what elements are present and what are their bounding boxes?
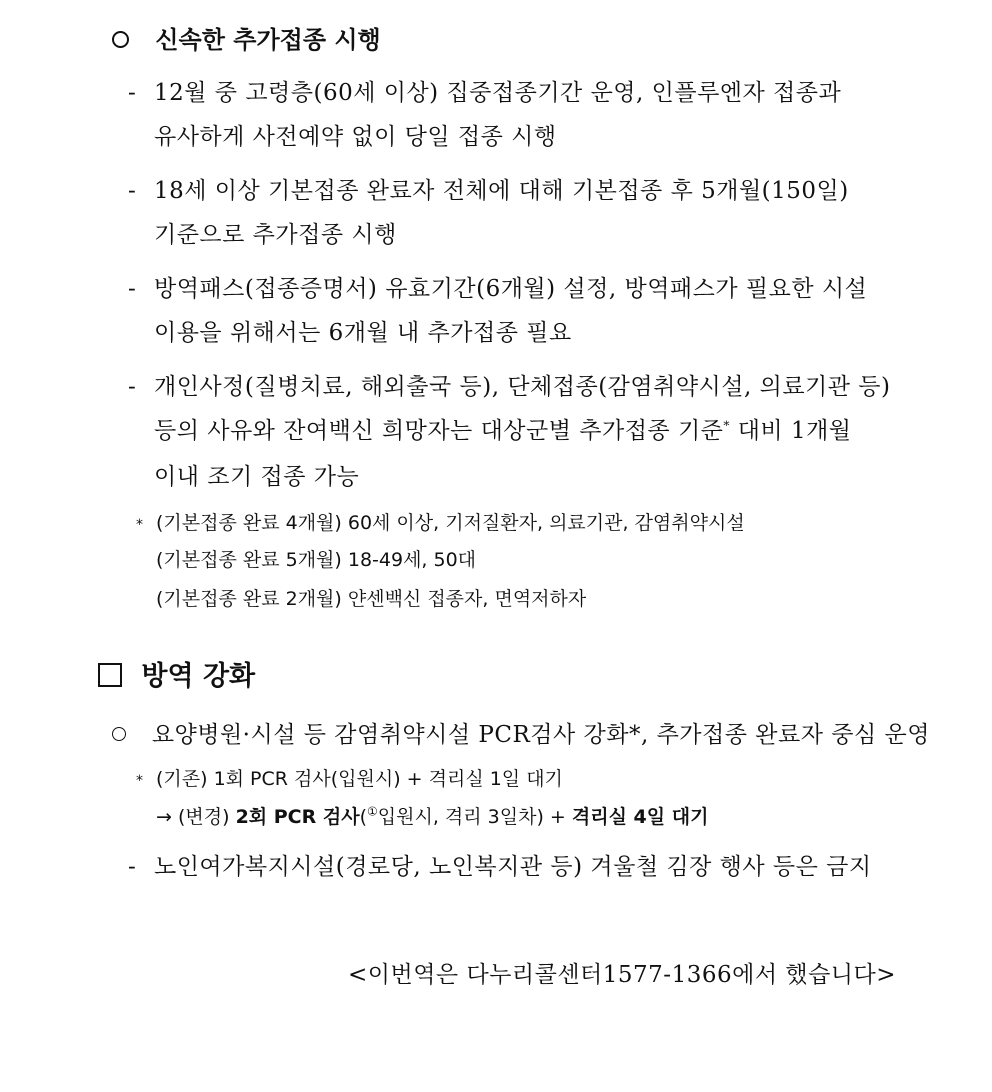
circle-bullet-icon [112, 727, 126, 741]
bullet-4-line-1: - 개인사정(질병치료, 해외출국 등), 단체접종(감염취약시설, 의료기관 등) [128, 374, 891, 400]
bullet-2-line-1: - 18세 이상 기본접종 완료자 전체에 대해 기본접종 후 5개월(150일) [128, 178, 849, 204]
note-3: (기본접종 완료 2개월) 얀센백신 접종자, 면역저하자 [156, 588, 587, 610]
closing-text: <이번역은 다누리콜센터1577-1366에서 했습니다> [348, 962, 896, 988]
section1-heading [112, 20, 381, 55]
section2-sub-heading: 요양병원·시설 등 감염취약시설 PCR검사 강화*, 추가접종 완료자 중심 운영 [112, 716, 930, 749]
arrow-icon: → [156, 806, 172, 828]
section1-heading-text: 신속한 추가접종 시행 [155, 25, 381, 54]
bullet-3-line-1: - 방역패스(접종증명서) 유효기간(6개월) 설정, 방역패스가 필요한 시설 [128, 276, 868, 302]
bullet-3-line-2: 이용을 위해서는 6개월 내 추가접종 필요 [154, 320, 572, 346]
footnote-mark: * [723, 418, 730, 433]
circle-bullet-icon [112, 31, 129, 48]
note-1: * (기본접종 완료 4개월) 60세 이상, 기저질환자, 의료기관, 감염취약시설 [136, 512, 745, 534]
section2-bullet: - 노인여가복지시설(경로당, 노인복지관 등) 겨울철 김장 행사 등은 금지 [128, 854, 872, 880]
note-after: → (변경) 2회 PCR 검사(①입원시, 격리 3일차) + 격리실 4일 대기 [156, 804, 709, 828]
bullet-2-line-2: 기준으로 추가접종 시행 [154, 222, 397, 248]
square-bullet-icon [98, 663, 122, 687]
section2-heading [98, 654, 255, 693]
bullet-1-line-1: - 12월 중 고령층(60세 이상) 집중접종기간 운영, 인플루엔자 접종과 [128, 80, 842, 106]
bullet-1-line-2: 유사하게 사전예약 없이 당일 접종 시행 [154, 124, 557, 150]
section2-heading-text: 방역 강화 [141, 661, 256, 692]
note-2: (기본접종 완료 5개월) 18-49세, 50대 [156, 549, 477, 571]
bullet-4-line-2: 등의 사유와 잔여백신 희망자는 대상군별 추가접종 기준* 대비 1개월 [154, 418, 852, 444]
bullet-4-line-3: 이내 조기 접종 가능 [154, 464, 360, 490]
note-before: * (기존) 1회 PCR 검사(입원시) + 격리실 1일 대기 [136, 768, 563, 790]
